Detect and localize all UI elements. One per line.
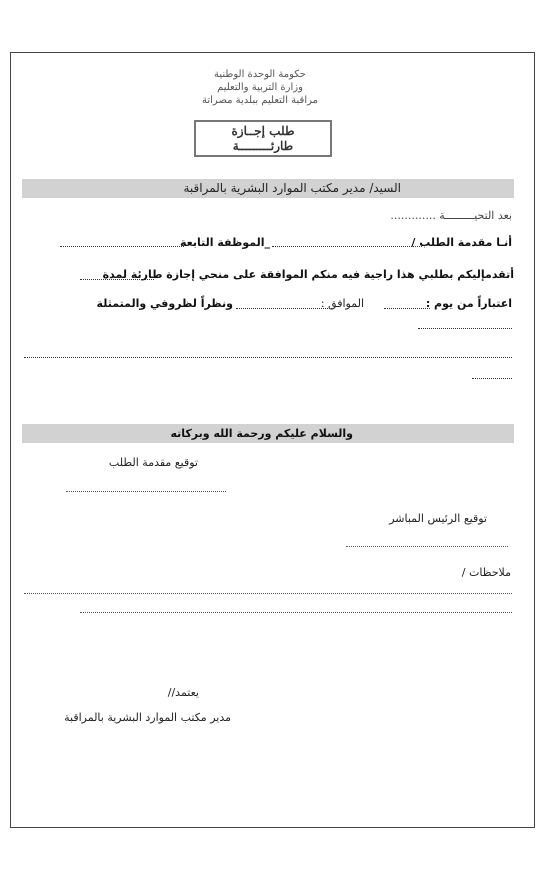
reason-label: ونظراً لظروفي والمتمثلة <box>96 297 233 310</box>
supervisor-signature-field[interactable] <box>346 546 508 547</box>
government-name: حكومة الوحدة الوطنية <box>214 69 306 80</box>
form-title-box <box>194 120 332 157</box>
approved-label: يعتمد// <box>167 686 199 699</box>
office-name: مراقبة التعليم ببلدية مصراتة <box>202 95 318 106</box>
applicant-signature-field[interactable] <box>66 491 226 492</box>
applicant-signature-label: توقيع مقدمة الطلب <box>108 456 198 469</box>
ministry-name: وزارة التربية والتعليم <box>217 82 303 93</box>
from-day-field[interactable] <box>384 308 430 309</box>
applicant-name-label: أنـا مقدمة الطلب / <box>411 236 512 249</box>
form-title-line1: طلب إجــازة <box>231 124 295 138</box>
approver-title: مدير مكتب الموارد البشرية بالمراقبة <box>64 711 231 724</box>
closing-text: والسلام عليكم ورحمة الله وبركاته <box>170 427 353 440</box>
from-day-label: اعتباراً من يوم : <box>425 297 512 310</box>
notes-field-line-2[interactable] <box>80 612 512 613</box>
addressee-text: السيد/ مدير مكتب الموارد البشرية بالمراقبة <box>183 181 401 195</box>
applicant-name-field[interactable] <box>272 246 422 247</box>
request-text: أتقدمإليكم بطلبي هذا راجية فيه منكم الموافقة على منحي إجازة طارئة لمدة <box>102 268 514 281</box>
reason-field-line-2[interactable] <box>24 357 512 358</box>
duration-field[interactable] <box>80 279 154 280</box>
reason-field-line-1[interactable] <box>418 328 512 329</box>
reason-field-line-3[interactable] <box>472 378 512 379</box>
date-label: الموافق : <box>320 297 364 310</box>
supervisor-signature-label: توقيع الرئيس المباشر <box>389 512 487 525</box>
date-field[interactable] <box>236 308 332 309</box>
job-label: _الموظفة التابعة <box>180 236 270 249</box>
greeting: بعد التحيـــــــــة ............. <box>390 209 512 222</box>
notes-label: ملاحظات / <box>461 566 511 579</box>
job-field[interactable] <box>60 246 184 247</box>
form-title-line2: طارئـــــــــة <box>232 139 294 153</box>
notes-field-line-1[interactable] <box>24 593 512 594</box>
